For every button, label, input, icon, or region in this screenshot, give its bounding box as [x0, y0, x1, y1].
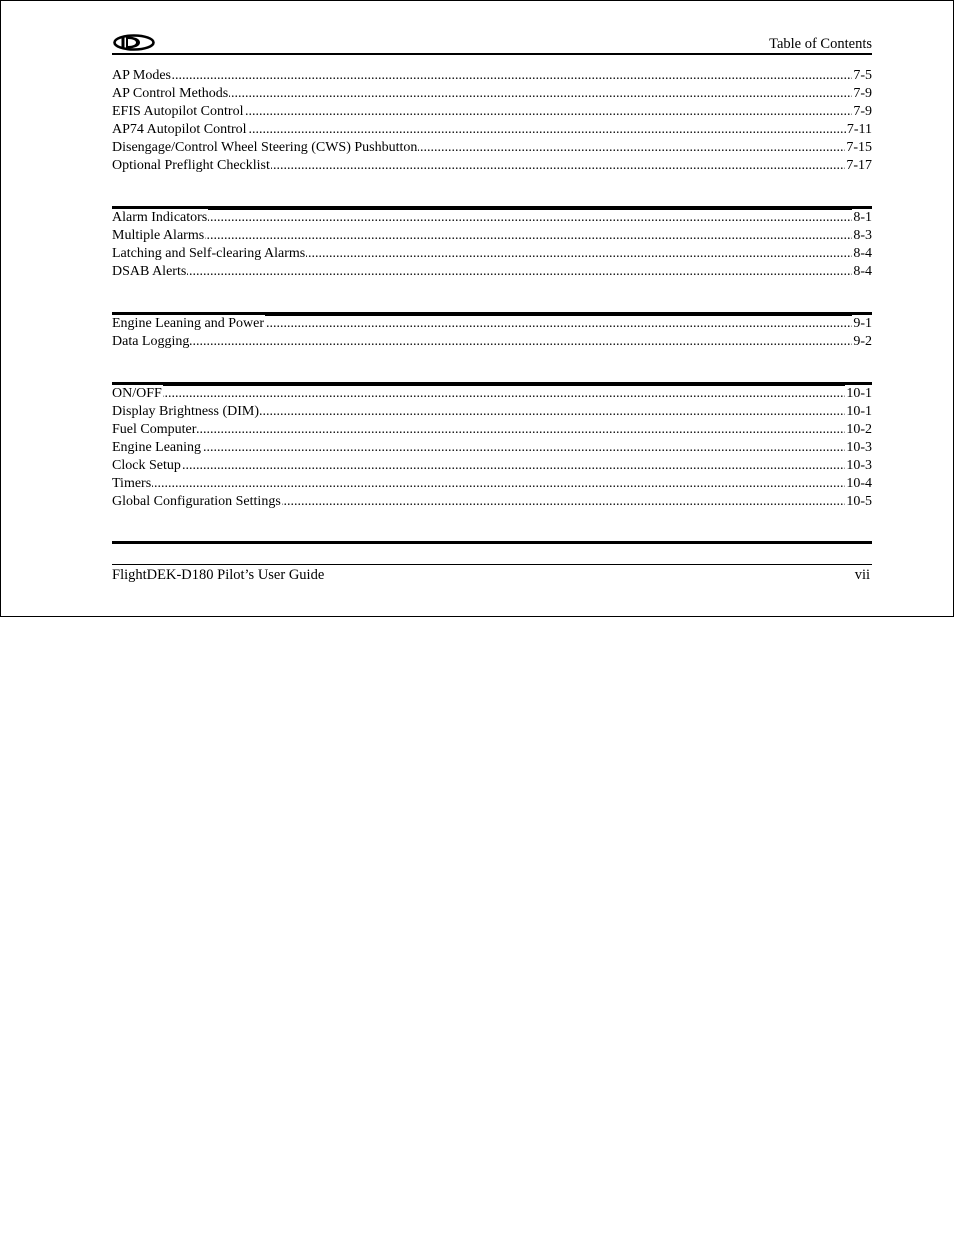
toc-section-settings [112, 385, 872, 511]
toc-entry-title: Timers [112, 476, 152, 491]
toc-entry-page: 10-1 [846, 386, 872, 401]
dot-leader [112, 333, 872, 351]
dot-leader [112, 385, 872, 403]
toc-entry[interactable] [112, 139, 872, 157]
dot-leader [112, 209, 872, 227]
footer-rule [112, 564, 872, 565]
toc-entry-title: Global Configuration Settings [112, 494, 281, 509]
toc-entry[interactable] [112, 85, 872, 103]
toc-entry[interactable] [112, 121, 872, 139]
toc-entry[interactable] [112, 403, 872, 421]
toc-entry-page: 10-3 [846, 440, 872, 455]
toc-entry[interactable] [112, 475, 872, 493]
toc-entry-title: Latching and Self-clearing Alarms [112, 246, 306, 261]
toc-entry[interactable] [112, 315, 872, 333]
dot-leader [112, 439, 872, 457]
toc-entry-title: AP Control Methods [112, 86, 229, 101]
footer-divider [112, 541, 872, 544]
toc-entry[interactable] [112, 263, 872, 281]
toc-entry-page: 10-5 [846, 494, 872, 509]
dot-leader [112, 475, 872, 493]
toc-entry-page: 10-2 [846, 422, 872, 437]
dot-leader [112, 421, 872, 439]
toc-entry-title: DSAB Alerts [112, 264, 187, 279]
toc-entry[interactable] [112, 333, 872, 351]
toc-entry-page: 7-9 [853, 86, 872, 101]
toc-entry[interactable] [112, 457, 872, 475]
toc-entry-page: 7-11 [846, 122, 872, 137]
toc-entry-title: Engine Leaning and Power [112, 316, 265, 331]
dynon-logo-icon [113, 34, 155, 51]
toc-entry[interactable] [112, 157, 872, 175]
toc-entry-page: 7-17 [846, 158, 872, 173]
toc-entry[interactable] [112, 227, 872, 245]
document-page [0, 0, 954, 617]
page-header [112, 33, 872, 53]
toc-entry-title: EFIS Autopilot Control [112, 104, 244, 119]
dot-leader [112, 227, 872, 245]
toc-entry[interactable] [112, 103, 872, 121]
header-rule [112, 53, 872, 55]
toc-entry-title: Clock Setup [112, 458, 181, 473]
toc-entry-page: 10-4 [846, 476, 872, 491]
toc-entry-title: Disengage/Control Wheel Steering (CWS) Pushbutton [112, 140, 418, 155]
toc-entry-page: 8-4 [853, 246, 872, 261]
toc-entry-title: Optional Preflight Checklist [112, 158, 270, 173]
dot-leader [112, 67, 872, 85]
toc-entry[interactable] [112, 209, 872, 227]
toc-entry-page: 7-9 [853, 104, 872, 119]
footer-guide-title: FlightDEK-D180 Pilot’s User Guide [112, 567, 325, 583]
toc-section-alarms [112, 209, 872, 281]
dot-leader [112, 457, 872, 475]
toc-entry-page: 7-15 [846, 140, 872, 155]
toc-entry-title: Display Brightness (DIM) [112, 404, 259, 419]
toc-entry[interactable] [112, 493, 872, 511]
dot-leader [112, 263, 872, 281]
toc-entry-title: Fuel Computer [112, 422, 197, 437]
toc-entry[interactable] [112, 421, 872, 439]
toc-entry-page: 8-1 [853, 210, 872, 225]
toc-entry-title: Alarm Indicators [112, 210, 208, 225]
toc-section-autopilot [112, 67, 872, 175]
toc-entry-page: 9-2 [853, 334, 872, 349]
header-title: Table of Contents [769, 36, 872, 52]
toc-entry-page: 7-5 [853, 68, 872, 83]
toc-entry-page: 10-1 [846, 404, 872, 419]
toc-entry-page: 8-4 [853, 264, 872, 279]
toc-entry-title: ON/OFF [112, 386, 162, 401]
toc-entry-title: Engine Leaning [112, 440, 202, 455]
toc-entry-page: 9-1 [853, 316, 872, 331]
toc-entry[interactable] [112, 67, 872, 85]
toc-entry-title: AP Modes [112, 68, 171, 83]
toc-entry-title: Data Logging [112, 334, 190, 349]
toc-entry-page: 10-3 [846, 458, 872, 473]
toc-entry[interactable] [112, 385, 872, 403]
footer-page-number: vii [854, 567, 870, 583]
toc-entry[interactable] [112, 245, 872, 263]
toc-entry[interactable] [112, 439, 872, 457]
toc-entry-title: AP74 Autopilot Control [112, 122, 247, 137]
toc-section-engine [112, 315, 872, 351]
toc-entry-page: 8-3 [853, 228, 872, 243]
toc-entry-title: Multiple Alarms [112, 228, 205, 243]
